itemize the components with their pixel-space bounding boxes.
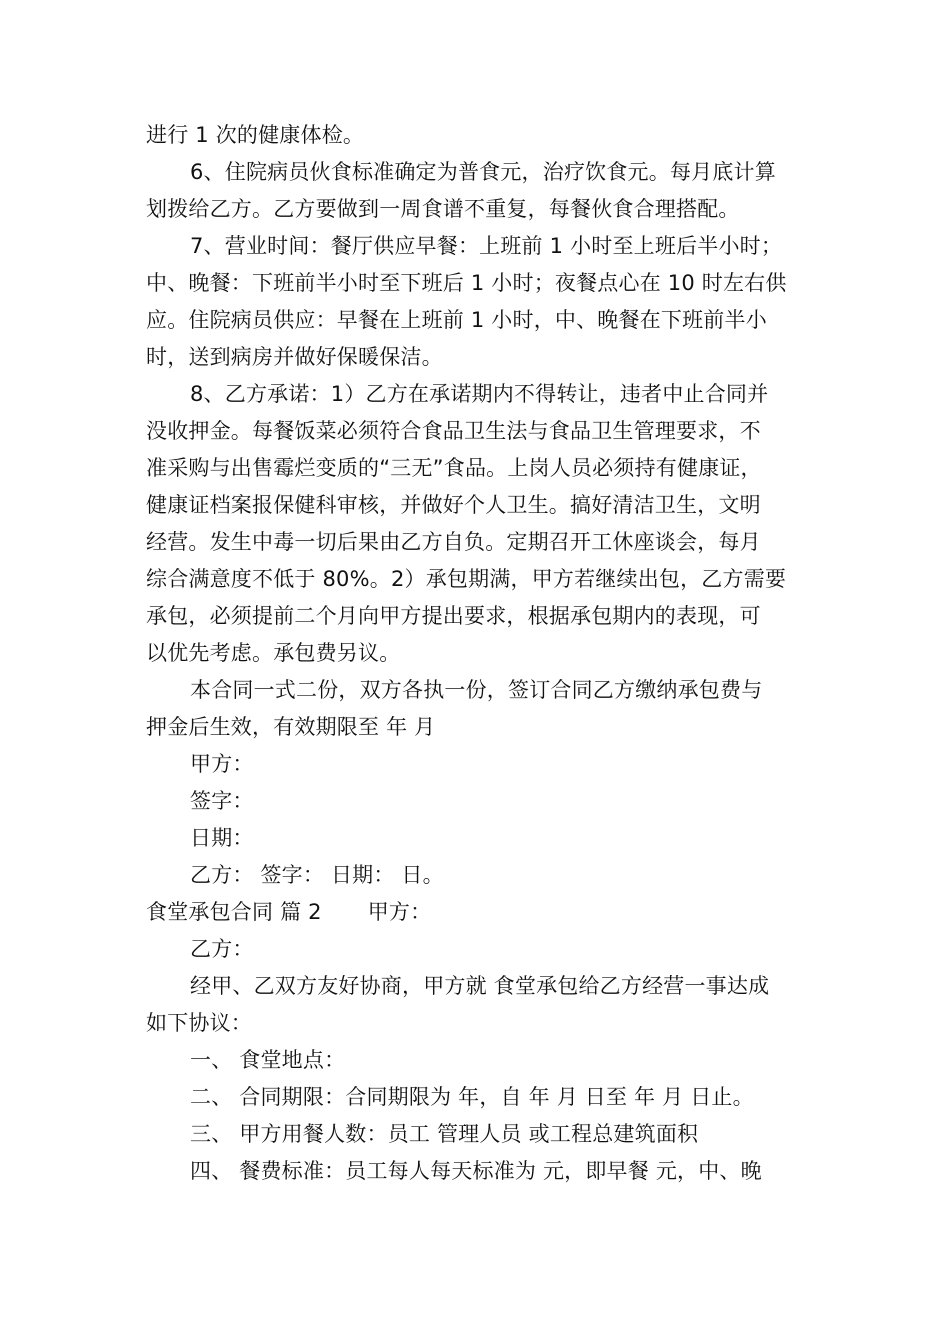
clause-item: 一、 食堂地点：	[190, 1048, 346, 1072]
text-line: 经营。发生中毒一切后果由乙方自负。定期召开工休座谈会，每月	[146, 530, 761, 554]
text-line: 押金后生效，有效期限至 年 月	[146, 715, 436, 739]
text-line: 8、乙方承诺：1）乙方在承诺期内不得转让，违者中止合同并	[190, 382, 769, 406]
clause-item: 四、 餐费标准：员工每人每天标准为 元，即早餐 元，中、晚	[190, 1159, 762, 1183]
text-line: 中、晚餐：下班前半小时至下班后 1 小时；夜餐点心在 10 时左右供	[146, 271, 787, 295]
party-b-label: 乙方：	[190, 937, 254, 961]
text-line: 健康证档案报保健科审核，并做好个人卫生。搞好清洁卫生，文明	[146, 493, 761, 517]
text-line: 应。住院病员供应：早餐在上班前 1 小时，中、晚餐在下班前半小	[146, 308, 767, 332]
signature-label: 签字：	[190, 789, 254, 813]
text-line: 如下协议：	[146, 1011, 252, 1035]
party-b-signature-line: 乙方： 签字： 日期： 日。	[190, 863, 444, 887]
text-line: 经甲、乙双方友好协商，甲方就 食堂承包给乙方经营一事达成	[190, 974, 770, 998]
section-heading-line	[146, 894, 816, 931]
text-line: 承包，必须提前二个月向甲方提出要求，根据承包期内的表现，可	[146, 604, 761, 628]
text-line: 以优先考虑。承包费另议。	[146, 641, 401, 665]
text-line: 时，送到病房并做好保暖保洁。	[146, 345, 443, 369]
text-line: 准采购与出售霉烂变质的“三无”食品。上岗人员必须持有健康证，	[146, 456, 762, 480]
text-line: 划拨给乙方。乙方要做到一周食谱不重复，每餐伙食合理搭配。	[146, 197, 740, 221]
text-line: 综合满意度不低于 80%。2）承包期满，甲方若继续出包，乙方需要	[146, 567, 787, 591]
party-a-label: 甲方：	[367, 900, 432, 924]
text-line: 进行 1 次的健康体检。	[146, 123, 365, 147]
section-title: 食堂承包合同 篇 2	[146, 900, 322, 924]
party-a-label: 甲方：	[190, 752, 254, 776]
clause-item: 三、 甲方用餐人数：员工 管理人员 或工程总建筑面积	[190, 1122, 699, 1146]
clause-item: 二、 合同期限：合同期限为 年，自 年 月 日至 年 月 日止。	[190, 1085, 754, 1109]
document-body	[146, 117, 816, 1190]
date-label: 日期：	[190, 826, 254, 850]
text-line: 7、营业时间：餐厅供应早餐：上班前 1 小时至上班后半小时；	[190, 234, 783, 258]
text-line: 没收押金。每餐饭菜必须符合食品卫生法与食品卫生管理要求，不	[146, 419, 761, 443]
text-line: 本合同一式二份，双方各执一份，签订合同乙方缴纳承包费与	[190, 678, 763, 702]
text-line: 6、住院病员伙食标准确定为普食元，治疗饮食元。每月底计算	[190, 160, 776, 184]
